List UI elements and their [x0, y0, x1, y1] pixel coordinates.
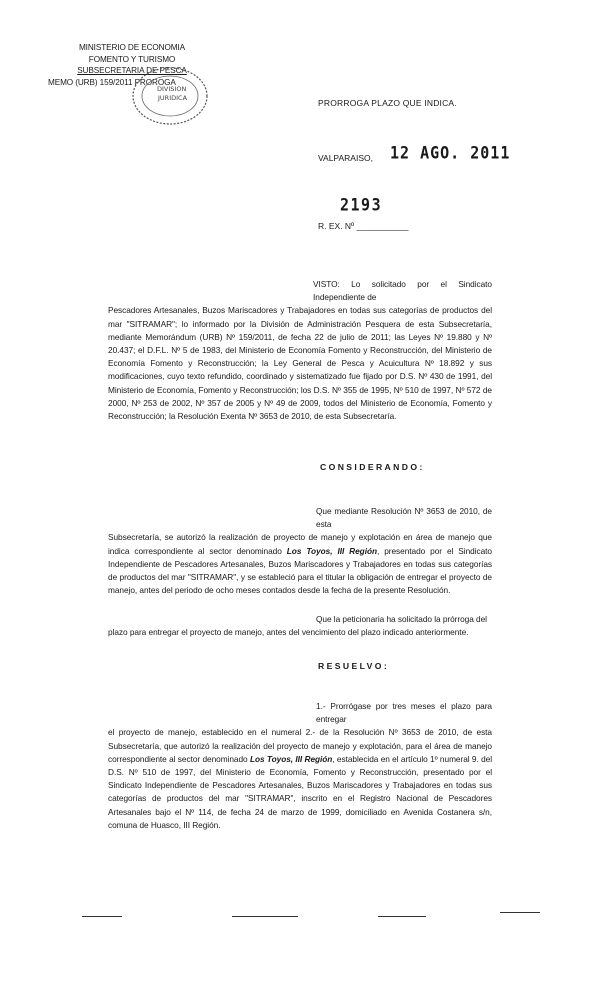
date-stamp: 12 AGO. 2011 [390, 142, 511, 164]
considerando-paragraph-2 [108, 613, 492, 639]
considerando-2-first-line: Que la peticionaria ha solicitado la prórroga del [316, 614, 487, 624]
considerando-1-text-a: Subsecretaría, se autorizó la realización de proyecto de manejo y explotación en área de manejo que indica correspondiente al sector denominado [108, 532, 492, 556]
visto-body: Pescadores Artesanales, Buzos Mariscadores y Trabajadores en todas sus categorías de productos del mar "SITRAMAR"; lo informado por la División de Administración Pesquera de esta Subsecretaría, mediante Memorándum (URB) Nº 159/2011, de fecha 22 de julio de 2011; las Leyes Nº 19.880 y Nº 20.437; el D.F.L. Nº 5 de 1983, del Ministerio de Economía Fomento y Reconstrucción, del Ministerio de Economía Fomento y Reconstrucción; la Ley General de Pesca y Acuicultura Nº 18.892 y sus modificaciones, cuyo texto refundido, coordinado y sistematizado fue fijado por D.S. Nº 430 de 1991, del Ministerio de Economía, Fomento y Reconstrucción; los D.S. Nº 355 de 1995, Nº 510 de 1997, Nº 572 de 2000, Nº 253 de 2002, Nº 357 de 2005 y Nº 49 de 2009, todos del Ministerio de Economía, Fomento y Reconstrucción; la Resolución Exenta Nº 3653 de 2010, de esta Subsecretaría. [108, 305, 492, 422]
visto-paragraph [108, 278, 492, 423]
considerando-paragraph-1 [108, 505, 492, 597]
document-subject: PRORROGA PLAZO QUE INDICA. [318, 98, 457, 108]
footer-rule [378, 916, 426, 917]
letterhead-ministry: MINISTERIO DE ECONOMIA [78, 43, 186, 52]
considerando-1-sector: Los Toyos, III Región [286, 545, 377, 556]
resuelvo-heading: RESUELVO: [318, 661, 390, 671]
letterhead-subsecretaria: SUBSECRETARIA DE PESCA [77, 66, 187, 75]
stamp-line-juridica: JURIDICA [158, 94, 188, 102]
resuelvo-1-first-line: 1.- Prorrógase por tres meses el plazo para entregar [316, 701, 492, 725]
visto-first-line: VISTO: Lo solicitado por el Sindicato Independiente de [313, 279, 492, 303]
resuelvo-1-text-a: el proyecto de manejo, establecido en el numeral 2.- de la Resolución Nº 3653 de 2010, de esta Subsecretaría, que autorizó la realización del proyecto de manejo y explotación, para el área de manejo correspondiente al sector denominado [108, 727, 492, 764]
letterhead-memo-ref: MEMO (URB) 159/2011 PROROGA [48, 77, 176, 87]
resuelvo-1-sector: Los Toyos, III Región [249, 753, 333, 764]
footer-rule [82, 916, 122, 917]
resuelvo-1-text-b: , establecida en el artículo 1º numeral 9. del D.S. Nº 510 de 1997, del Ministerio de Economía, Fomento y Reconstrucción, presentado por el Sindicato Independiente de Pescadores Artesanales, Buzos Mariscadores y Trabajadores en todas sus categorías de productos del mar "SITRAMAR", inscrito en el Registro Nacional de Pescadores Artesanales bajo el Nº 114, de fecha 24 de marzo de 1999, domiciliado en Avenida Costanera s/n, comuna de Huasco, III Región. [108, 753, 492, 830]
considerando-1-first-line: Que mediante Resolución Nº 3653 de 2010, de esta [316, 506, 492, 530]
exempt-resolution-number: 2193 [340, 194, 383, 216]
footer-rule [232, 916, 298, 917]
place-label: VALPARAISO, [318, 153, 373, 163]
letterhead-ministry-sub: FOMENTO Y TURISMO [88, 54, 176, 64]
considerando-1-text-b: , presentado por el Sindicato Independiente de Pescadores Artesanales, Buzos Mariscadores y Trabajadores en todas sus categorías de productos del mar "SITRAMAR", y se estableció para el titular la obligación de entregar el proyecto de manejo, antes del periodo de ocho meses contados desde la fecha de la presente Resolución. [108, 545, 492, 596]
stamp-line-division: DIVISION [157, 85, 187, 93]
resolution-number-label: R. EX. Nº ___________ [318, 221, 409, 231]
division-juridica-stamp [130, 64, 210, 128]
footer-rule [500, 912, 540, 913]
considerando-2-body: plazo para entregar el proyecto de manejo, antes del vencimiento del plazo indicado anteriormente. [108, 627, 469, 638]
resuelvo-paragraph-1 [108, 700, 492, 832]
considerando-heading: CONSIDERANDO: [320, 462, 425, 472]
